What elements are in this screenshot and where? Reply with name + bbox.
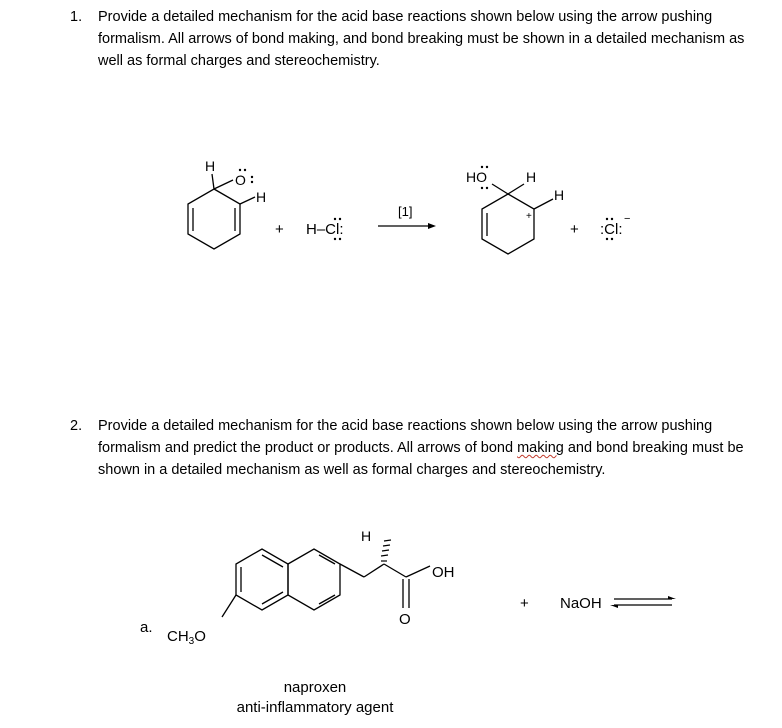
product-chloride: :Cl: (600, 221, 623, 238)
chloride-lone-pairs (606, 218, 613, 240)
hcl-lone-pairs (334, 218, 341, 240)
reactant-h-top: H (205, 158, 216, 174)
question-2-text-a: Provide a detailed mechanism for the acid base reactions shown below using the arrow pushing formalism and predict the product or products. All arrows of bond (98, 418, 713, 456)
ch3o-group (167, 628, 206, 647)
product-h-top: H (526, 169, 537, 185)
ch3o-subscript: 3 (188, 636, 195, 647)
compound-description: anti-inflammatory agent (236, 699, 394, 716)
ch3o-ch: CH (167, 628, 189, 645)
reagent-hcl: H–Cl: (306, 221, 344, 238)
question-2-text (98, 415, 758, 481)
reactant-h-right: H (256, 189, 267, 205)
question-2-text-b: and bond breaking must be shown in a detailed mechanism as well as formal charges and stereochemistry. (98, 440, 744, 478)
product-ho: HO (466, 169, 487, 185)
plus-sign-2: + (570, 221, 579, 238)
question-1-number: 1. (70, 9, 83, 25)
reaction-arrow-1 (378, 223, 436, 229)
naphthalene-ring (222, 549, 430, 617)
chloride-negative-charge: − (624, 213, 631, 225)
carbonyl-oxygen: O (399, 611, 411, 628)
compound-name: naproxen (283, 679, 347, 696)
reagent-naoh: NaOH (560, 595, 602, 612)
plus-sign-1: + (275, 221, 284, 238)
arrow-label: [1] (398, 204, 413, 219)
stereocenter-h: H (361, 528, 372, 544)
hashed-wedge (381, 540, 391, 561)
plus-sign-3: + (520, 595, 529, 612)
question-2-number: 2. (70, 418, 83, 434)
product-ring (482, 184, 553, 254)
ch3o-oxygen: O (194, 628, 206, 645)
part-a-label: a. (140, 619, 153, 636)
product-o-lone-pair (481, 166, 488, 189)
equilibrium-arrows (610, 596, 676, 608)
question-2-text-wavy: making (517, 440, 564, 456)
reactant-ring (188, 174, 255, 249)
reactant-o-lone-pairs (239, 169, 253, 183)
question-1-text: Provide a detailed mechanism for the acid base reactions shown below using the arrow pushing formalism. All arrows of bond making, and bond breaking must be shown in a detailed mechanism as well as formal charges and stereochemistry. (98, 9, 745, 69)
reactant-oxygen: O (235, 172, 246, 188)
carboxylic-oh: OH (432, 564, 455, 581)
product-positive-charge: + (526, 211, 532, 222)
product-h-right: H (554, 187, 565, 203)
